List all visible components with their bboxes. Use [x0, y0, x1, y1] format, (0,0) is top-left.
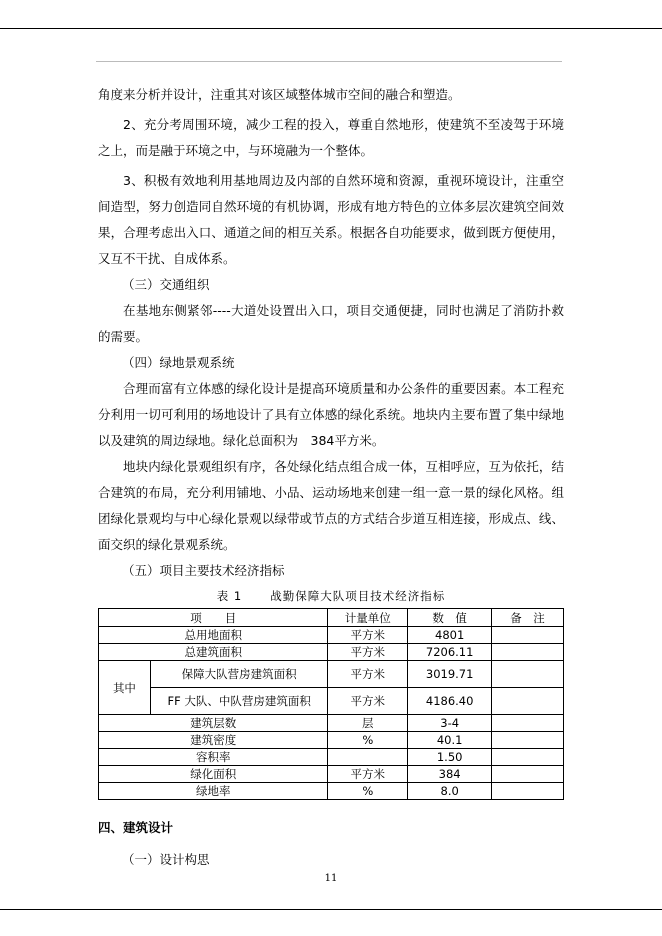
cell-unit: 平方米: [328, 627, 408, 644]
cell-value: 8.0: [408, 783, 492, 800]
cell-remark: [492, 783, 564, 800]
table-caption: [98, 588, 564, 604]
table-row: [99, 644, 564, 661]
cell-value: 4801: [408, 627, 492, 644]
subsection-heading-concept: （一）设计构思: [122, 852, 210, 867]
table-row: [99, 749, 564, 766]
cell-value: 3019.71: [408, 661, 492, 688]
cell-unit: 平方米: [328, 766, 408, 783]
cell-item: 绿化面积: [99, 766, 328, 783]
section-heading-landscape: （四）绿地景观系统: [122, 355, 235, 370]
table-row: [99, 783, 564, 800]
cell-value: 1.50: [408, 749, 492, 766]
top-border-line: [0, 28, 662, 29]
cell-remark: [492, 688, 564, 715]
header-unit: 计量单位: [328, 609, 408, 627]
cell-value: 384: [408, 766, 492, 783]
paragraph-landscape-2: 地块内绿化景观组织有序，各处绿化结点组合成一体，互相呼应，互为依托，结合建筑的布局，充分利用铺地、小品、运动场地来创建一组一意一景的绿化风格。组团绿化景观均与中心绿化景观以绿带或节点的方式结合步道互相连接，形成点、线、面交织的绿化景观系统。: [98, 459, 564, 552]
cell-remark: [492, 644, 564, 661]
paragraph-point-3: 3、积极有效地利用基地周边及内部的自然环境和资源，重视环境设计，注重空间造型，努力创造同自然环境的有机协调，形成有地方特色的立体多层次建筑空间效果，合理考虑出入口、通道之间的相互关系。根据各自功能要求，做到既方便使用，又互不干扰、自成体系。: [98, 173, 564, 266]
indicator-table: [98, 608, 564, 800]
table-row: [99, 627, 564, 644]
cell-group-label: 其中: [99, 661, 151, 715]
cell-remark: [492, 627, 564, 644]
section-heading-traffic: （三）交通组织: [122, 277, 210, 292]
cell-item: 总建筑面积: [99, 644, 328, 661]
cell-remark: [492, 749, 564, 766]
cell-unit: [328, 749, 408, 766]
bottom-border-line: [0, 909, 662, 910]
table-row: [99, 661, 564, 688]
header-remark: 备 注: [492, 609, 564, 627]
cell-item: 保障大队营房建筑面积: [150, 661, 328, 688]
table-row: [99, 732, 564, 749]
cell-remark: [492, 732, 564, 749]
paragraph-continuation: 角度来分析并设计，注重其对该区域整体城市空间的融合和塑造。: [98, 87, 461, 102]
cell-value: 7206.11: [408, 644, 492, 661]
cell-unit: 平方米: [328, 661, 408, 688]
cell-value: 4186.40: [408, 688, 492, 715]
page-number: 11: [324, 873, 338, 884]
cell-unit: %: [328, 783, 408, 800]
table-row: [99, 715, 564, 732]
cell-unit: %: [328, 732, 408, 749]
paragraph-point-2: 2、充分考周围环境，减少工程的投入，尊重自然地形，使建筑不至凌驾于环境之上，而是融于环境之中，与环境融为一个整体。: [98, 117, 564, 158]
cell-item: 绿地率: [99, 783, 328, 800]
cell-value: 3-4: [408, 715, 492, 732]
cell-unit: 层: [328, 715, 408, 732]
cell-unit: 平方米: [328, 688, 408, 715]
paragraph-landscape-1: 合理而富有立体感的绿化设计是提高环境质量和办公条件的重要因素。本工程充分利用一切可利用的场地设计了具有立体感的绿化系统。地块内主要布置了集中绿地以及建筑的周边绿地。绿化总面积为 384平方米。: [98, 381, 564, 448]
cell-item: 总用地面积: [99, 627, 328, 644]
cell-unit: 平方米: [328, 644, 408, 661]
cell-item: FF 大队、中队营房建筑面积: [150, 688, 328, 715]
chapter-heading-architecture: 四、建筑设计: [98, 820, 174, 835]
cell-remark: [492, 661, 564, 688]
document-body: [98, 82, 564, 874]
table-row: [99, 766, 564, 783]
cell-value: 40.1: [408, 732, 492, 749]
table-title: 战勤保障大队项目技术经济指标: [270, 589, 446, 603]
cell-item: 建筑层数: [99, 715, 328, 732]
cell-remark: [492, 766, 564, 783]
cell-remark: [492, 715, 564, 732]
header-rule: [96, 61, 562, 62]
paragraph-traffic: 在基地东侧紧邻----大道处设置出入口，项目交通便捷，同时也满足了消防扑救的需要。: [98, 303, 564, 344]
header-value: 数 值: [408, 609, 492, 627]
header-item: 项 目: [99, 609, 328, 627]
table-number: 表 1: [216, 589, 243, 603]
intro-paragraphs: [98, 82, 564, 272]
table-header-row: [99, 609, 564, 627]
table-row: [99, 688, 564, 715]
cell-item: 容积率: [99, 749, 328, 766]
section-heading-indicators: （五）项目主要技术经济指标: [122, 563, 285, 578]
cell-item: 建筑密度: [99, 732, 328, 749]
